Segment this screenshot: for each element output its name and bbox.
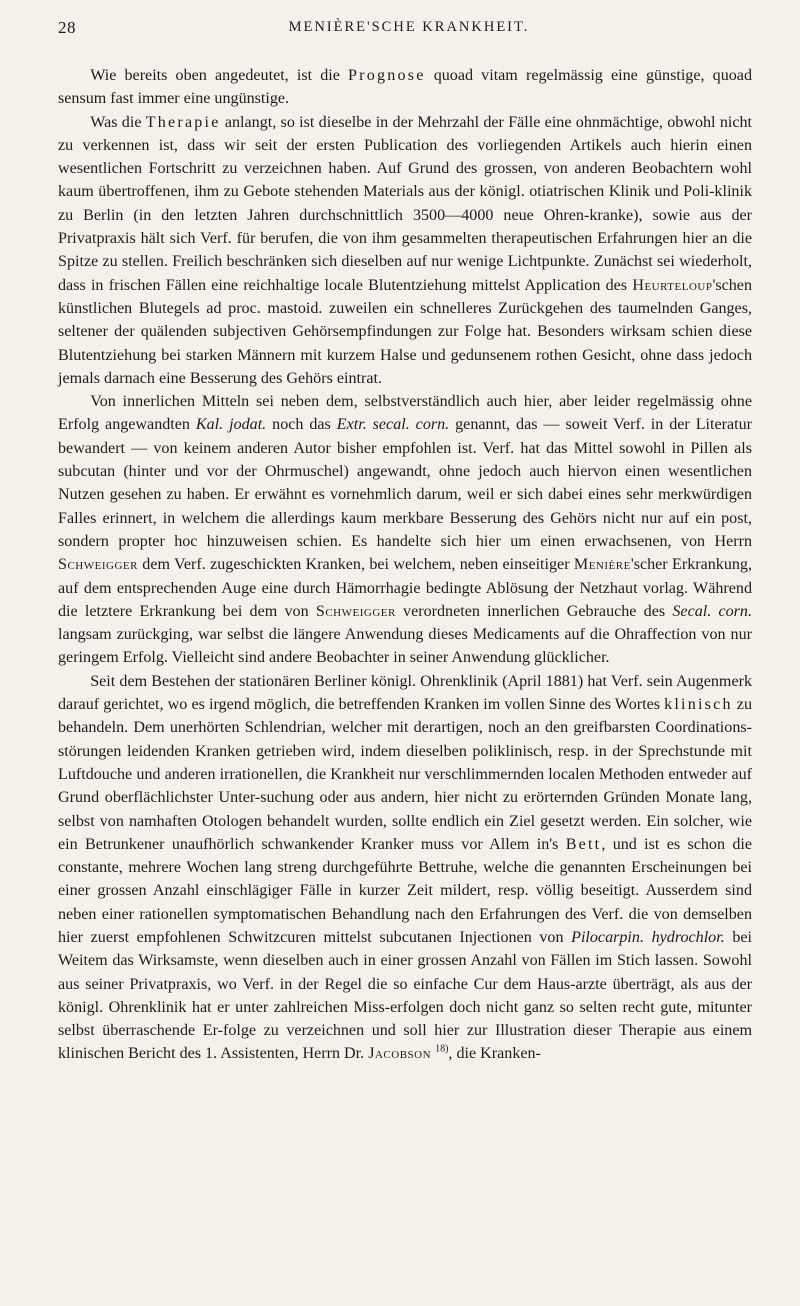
text-run: dem Verf. zugeschickten Kranken, bei welchem, neben einseitiger bbox=[137, 556, 574, 574]
footnote-ref: 18) bbox=[435, 1044, 449, 1056]
spaced-emphasis: klinisch bbox=[664, 696, 733, 714]
text-run: verordneten innerlichen Gebrauche des bbox=[395, 602, 673, 620]
italic-term: Kal. jodat. bbox=[195, 416, 267, 434]
spaced-emphasis: Prognose bbox=[348, 67, 426, 84]
text-run: 'scher Erkrankung, auf dem entsprechenden Auge eine durch Hämorrhagie bedingte Ablösung der Netzhaut vorlag. Während die letztere Erkrankung bei dem von bbox=[58, 556, 752, 620]
author-name: Schweigger bbox=[58, 556, 138, 574]
text-run: Von innerlichen Mitteln sei neben dem, selbstverständlich auch hier, aber leider regelmässig ohne Erfolg angewandten bbox=[58, 393, 752, 434]
paragraph-clinical-treatment bbox=[58, 670, 752, 1066]
text-run: genannt, das — soweit Verf. in der Literatur bewandert — von keinem anderen Autor bisher empfohlen ist. Verf. hat das Mittel sowohl in Pillen als subcutan (hinter und vor der Ohrmuschel) angewandt, ohne jedoch auch hiervon einen wesentlichen Nutzen gesehen zu haben. Er erwähnt es vornehmlich darum, weil er sich dabei eines sehr merkwürdigen Falles erinnert, in welchem die allerdings kaum merkbare Besserung des Gehörs nicht nur auf ein post, sondern propter hoc hinzuweisen schien. Es handelte sich hier um einen erwachsenen, von Herrn bbox=[58, 416, 753, 550]
text-run: langsam zurückging, war selbst die längere Anwendung dieses Medicaments auf die Ohraffection von nur geringem Erfolg. Vielleicht sind andere Beobachter in seiner Anwendung glücklicher. bbox=[58, 626, 752, 667]
text-run: quoad vitam regelmässig eine günstige, quoad sensum fast immer eine ungünstige. bbox=[58, 67, 752, 108]
page-number: 28 bbox=[58, 18, 76, 37]
text-run: bei Weitem das Wirksamste, wenn dieselben auch in einer grossen Anzahl von Fällen im Stich lassen. Sowohl aus seiner Privatpraxis, wo Verf. in der Regel die so einfache Cur dem Haus-arzte überträgt, als aus der königl. Ohrenklinik hat er unter zahlreichen Miss-erfolgen doch nicht ganz so selten recht gute, mitunter selbst überraschende Er-folge zu verzeichnen und soll hier zur Illustration dieser Therapie aus einem klinischen Bericht des 1. Assistenten, Herrn Dr. bbox=[58, 928, 753, 1063]
paragraph-prognosis bbox=[58, 64, 752, 111]
text-run: , die Kranken- bbox=[448, 1045, 541, 1063]
text-run: Wie bereits oben angedeutet, ist die bbox=[90, 67, 349, 84]
text-run: , und ist es schon die constante, mehrere Wochen lang streng durchgeführte Bettruhe, welche die genannten Erscheinungen bei einer grossen Anzahl einschlägiger Fälle in kurzer Zeit mildert, resp. völlig beseitigt. Ausserdem sind neben einer rationellen symptomatischen Behandlung nach den Erfahrungen des Verf. die von demselben hier zuerst empfohlenen Schwitzcuren mittelst subcutanen Injectionen von bbox=[58, 835, 752, 946]
text-run: noch das bbox=[266, 416, 337, 434]
italic-term: Extr. secal. corn. bbox=[336, 416, 450, 434]
author-name: Jacobson bbox=[368, 1045, 432, 1063]
text-run: Was die bbox=[90, 113, 146, 131]
author-name: Menière bbox=[573, 556, 631, 574]
text-run: Seit dem Bestehen der stationären Berliner königl. Ohrenklinik (April 1881) hat Verf. sein Augenmerk darauf gerichtet, wo es irgend möglich, die betreffenden Kranken im vollen Sinne des Wortes bbox=[58, 672, 752, 714]
body-text bbox=[58, 64, 752, 1066]
text-run: anlangt, so ist dieselbe in der Mehrzahl der Fälle eine ohnmächtige, obwohl nicht zu verkennen ist, dass wir seit der ersten Publication des vorliegenden Artikels auch hierin einen wesentlichen Fortschritt zu verzeichnen haben. Auf Grund des grossen, von anderen Beobachtern wohl kaum übertroffenen, ihm zu Gebote stehenden Materials aus der königl. otiatrischen Klinik und Poli-klinik zu Berlin (in den letzten Jahren durchschnittlich 3500—4000 neue Ohren-kranke), sowie aus der Privatpraxis hält sich Verf. für berufen, die von ihm gesammelten therapeutischen Erfahrungen hier an die Spitze zu stellen. Freilich beschränken sich dieselben auf nur wenige Lichtpunkte. Zunächst sei wiederholt, dass in frischen Fällen eine reichhaltige locale Blutentziehung mittelst Application des bbox=[58, 113, 752, 294]
text-run: 'schen künstlichen Blutegels ad proc. mastoid. zuweilen ein schnelleres Zurückgehen des taumelnden Ganges, seltener der quälenden subjectiven Gehörsempfindungen zur Folge hat. Besonders wirksam schien diese Blutentziehung bei starken Männern mit kurzem Halse und gedunsenem rothen Gesicht, ohne dass jedoch jemals darnach eine Besserung des Gehörs eintrat. bbox=[58, 276, 752, 387]
author-name: Heurteloup bbox=[632, 276, 713, 294]
running-head: MENIÈRE'SCHE KRANKHEIT. bbox=[288, 19, 530, 35]
spaced-emphasis: Bett bbox=[565, 835, 602, 853]
italic-term: Secal. corn. bbox=[672, 602, 753, 620]
paragraph-therapy bbox=[58, 111, 752, 391]
text-run: zu behandeln. Dem unerhörten Schlendrian, welcher mit derartigen, noch an den greifbarsten Coordinations-störungen leidenden Kranken getrieben wird, indem dieselben poliklinisch, resp. in der Sprechstunde mit Luftdouche und anderen irrationellen, die Krankheit nur verschlimmernden localen Methoden entweder auf Grund oberflächlichster Unter-suchung oder aus andern, hier nicht zu erörternden Gründen Monate lang, selbst von namhaften Otologen behandelt wurden, sollte endlich ein Ziel gesetzt werden. Ein solcher, wie ein Betrunkener unaufhörlich schwankender Kranker muss vor Allem in's bbox=[58, 696, 753, 853]
page-header bbox=[58, 18, 760, 40]
italic-term: Pilocarpin. hydrochlor. bbox=[571, 928, 725, 946]
paragraph-internal-remedies bbox=[58, 390, 752, 670]
spaced-emphasis: Therapie bbox=[145, 113, 221, 131]
author-name: Schweigger bbox=[315, 602, 396, 620]
